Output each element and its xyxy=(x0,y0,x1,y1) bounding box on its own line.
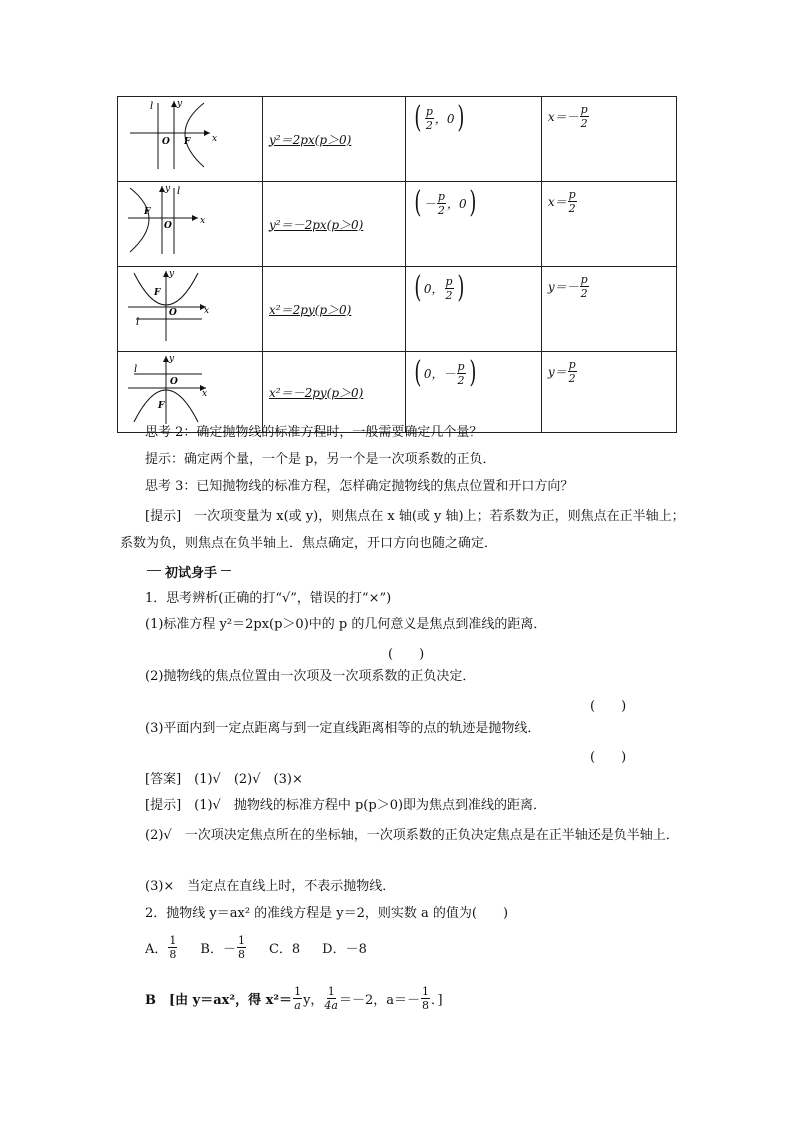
label-O: O xyxy=(162,137,170,147)
think3: 思考 3：已知抛物线的标准方程，怎样确定抛物线的焦点位置和开口方向？ xyxy=(145,479,574,494)
label-y: y xyxy=(169,354,175,364)
q1: 1．思考辨析(正确的打“√”，错误的打“×”) xyxy=(145,591,392,606)
directrix-lhs: x＝－ xyxy=(547,110,579,124)
label-F: F xyxy=(154,288,161,298)
explanation-1: [提示] (1)√ 抛物线的标准方程中 p(p＞0)即为焦点到准线的距离． xyxy=(145,798,547,813)
directrix-cell: y＝－ $\frac{p}{2}$ xyxy=(541,267,676,352)
focus-cell: ( 0，－ $\frac{p}{2}$ ) xyxy=(406,352,542,433)
label-F: F xyxy=(184,137,191,147)
label-y: y xyxy=(169,269,175,279)
table-row xyxy=(118,97,677,182)
frac-num: p xyxy=(445,274,453,288)
graph-cell xyxy=(118,352,263,433)
q1-3: (3)平面内到一定点距离与到一定直线距离相等的点的轨迹是抛物线． xyxy=(145,721,541,736)
choice-a: A． $\frac{1}{8}$ xyxy=(145,934,177,961)
answer-blank: ( ) xyxy=(388,647,425,662)
answer-blank: ( ) xyxy=(590,699,627,714)
table-row xyxy=(118,182,677,267)
label-O: O xyxy=(169,308,177,318)
explanation-3: (3)× 当定点在直线上时，不表示抛物线． xyxy=(145,879,396,894)
label-F: F xyxy=(158,401,165,411)
equation: y²＝2px(p＞0) xyxy=(269,132,352,147)
answer: [答案] (1)√ (2)√ (3)× xyxy=(145,772,303,787)
section-header xyxy=(147,563,231,581)
choice-b: B．－ $\frac{1}{8}$ xyxy=(200,934,245,961)
q2: 2．抛物线 y＝ax² 的准线方程是 y＝2，则实数 a 的值为( ) xyxy=(145,906,509,921)
label-x: x xyxy=(200,216,206,226)
label-O: O xyxy=(164,221,172,231)
graph-cell xyxy=(118,267,263,352)
graph-cell xyxy=(118,182,263,267)
equation-cell xyxy=(263,267,406,352)
equation: x²＝2py(p＞0) xyxy=(269,302,352,317)
focus-rest: ，0 xyxy=(434,111,455,126)
parabola-table xyxy=(117,96,677,433)
graph-up-opening xyxy=(118,267,262,347)
frac-den: 2 xyxy=(425,118,433,132)
choices xyxy=(145,934,389,961)
choice-d: D．－8 xyxy=(322,942,367,957)
equation-cell xyxy=(263,182,406,267)
focus-first: 0，－ xyxy=(423,366,456,381)
label-O: O xyxy=(170,377,178,387)
label-y: y xyxy=(177,99,183,109)
directrix-cell: y＝ $\frac{p}{2}$ xyxy=(541,352,676,433)
focus-first: 0， xyxy=(423,281,444,296)
equation: x²＝－2py(p＞0) xyxy=(269,385,364,400)
label-l: l xyxy=(177,186,181,197)
frac-num: p xyxy=(425,104,433,118)
frac-den: 2 xyxy=(457,373,465,387)
graph-down-opening xyxy=(118,352,262,428)
directrix-cell: x＝ $\frac{p}{2}$ xyxy=(541,182,676,267)
explanation-2: (2)√ 一次项决定焦点所在的坐标轴，一次项系数的正负决定焦点是在正半轴还是负半轴上． xyxy=(145,828,679,843)
equation-cell xyxy=(263,352,406,433)
label-F: F xyxy=(144,207,151,217)
graph-left-opening xyxy=(118,182,262,262)
table-row xyxy=(118,352,677,433)
frac-den: 2 xyxy=(437,203,445,217)
graph-right-opening xyxy=(118,97,262,177)
q1-2: (2)抛物线的焦点位置由一次项及一次项系数的正负决定． xyxy=(145,669,476,684)
focus-cell: ( $\frac{p}{2}$ ，0 ) xyxy=(406,97,542,182)
label-l: l xyxy=(136,317,140,328)
label-l: l xyxy=(150,101,154,112)
focus-rest: ，0 xyxy=(446,196,467,211)
directrix-lhs: x＝ xyxy=(547,195,567,209)
focus-cell: ( － $\frac{p}{2}$ ，0 ) xyxy=(406,182,542,267)
frac-num: p xyxy=(437,189,445,203)
focus-sign: － xyxy=(423,196,436,211)
directrix-lhs: y＝－ xyxy=(547,280,579,294)
think2: 思考 2：确定抛物线的标准方程时，一般需要确定几个量？ xyxy=(145,425,483,440)
label-x: x xyxy=(204,306,210,316)
solution: B [由 y＝ax²，得 x²＝ $\frac{1}{a}$ y， $\frac{1}{4a}$ ＝－2，a＝－ $\frac{1}{8}$ ．] xyxy=(145,985,443,1012)
table-row xyxy=(118,267,677,352)
equation: y²＝－2px(p＞0) xyxy=(269,217,364,232)
frac-num: p xyxy=(457,359,465,373)
label-y: y xyxy=(165,184,171,194)
focus-cell: ( 0， $\frac{p}{2}$ ) xyxy=(406,267,542,352)
directrix-cell: x＝－ $\frac{p}{2}$ xyxy=(541,97,676,182)
answer-blank: ( ) xyxy=(590,750,627,765)
section-title: 初试身手 xyxy=(161,562,221,581)
hint2: 提示：确定两个量，一个是 p，另一个是一次项系数的正负． xyxy=(145,452,496,467)
hint3: [提示] 一次项变量为 x(或 y)，则焦点在 x 轴(或 y 轴)上；若系数为正，则焦点在正半轴上；系数为负，则焦点在负半轴上．焦点确定，开口方向也随之确定． xyxy=(120,509,685,551)
frac-den: 2 xyxy=(445,288,453,302)
directrix-lhs: y＝ xyxy=(547,365,567,379)
equation-cell xyxy=(263,97,406,182)
graph-cell xyxy=(118,97,263,182)
q1-1: (1)标准方程 y²＝2px(p＞0)中的 p 的几何意义是焦点到准线的距离． xyxy=(145,617,547,632)
label-x: x xyxy=(212,134,218,144)
label-x: x xyxy=(202,389,208,399)
label-l: l xyxy=(134,364,138,375)
choice-c: C．8 xyxy=(268,942,301,957)
